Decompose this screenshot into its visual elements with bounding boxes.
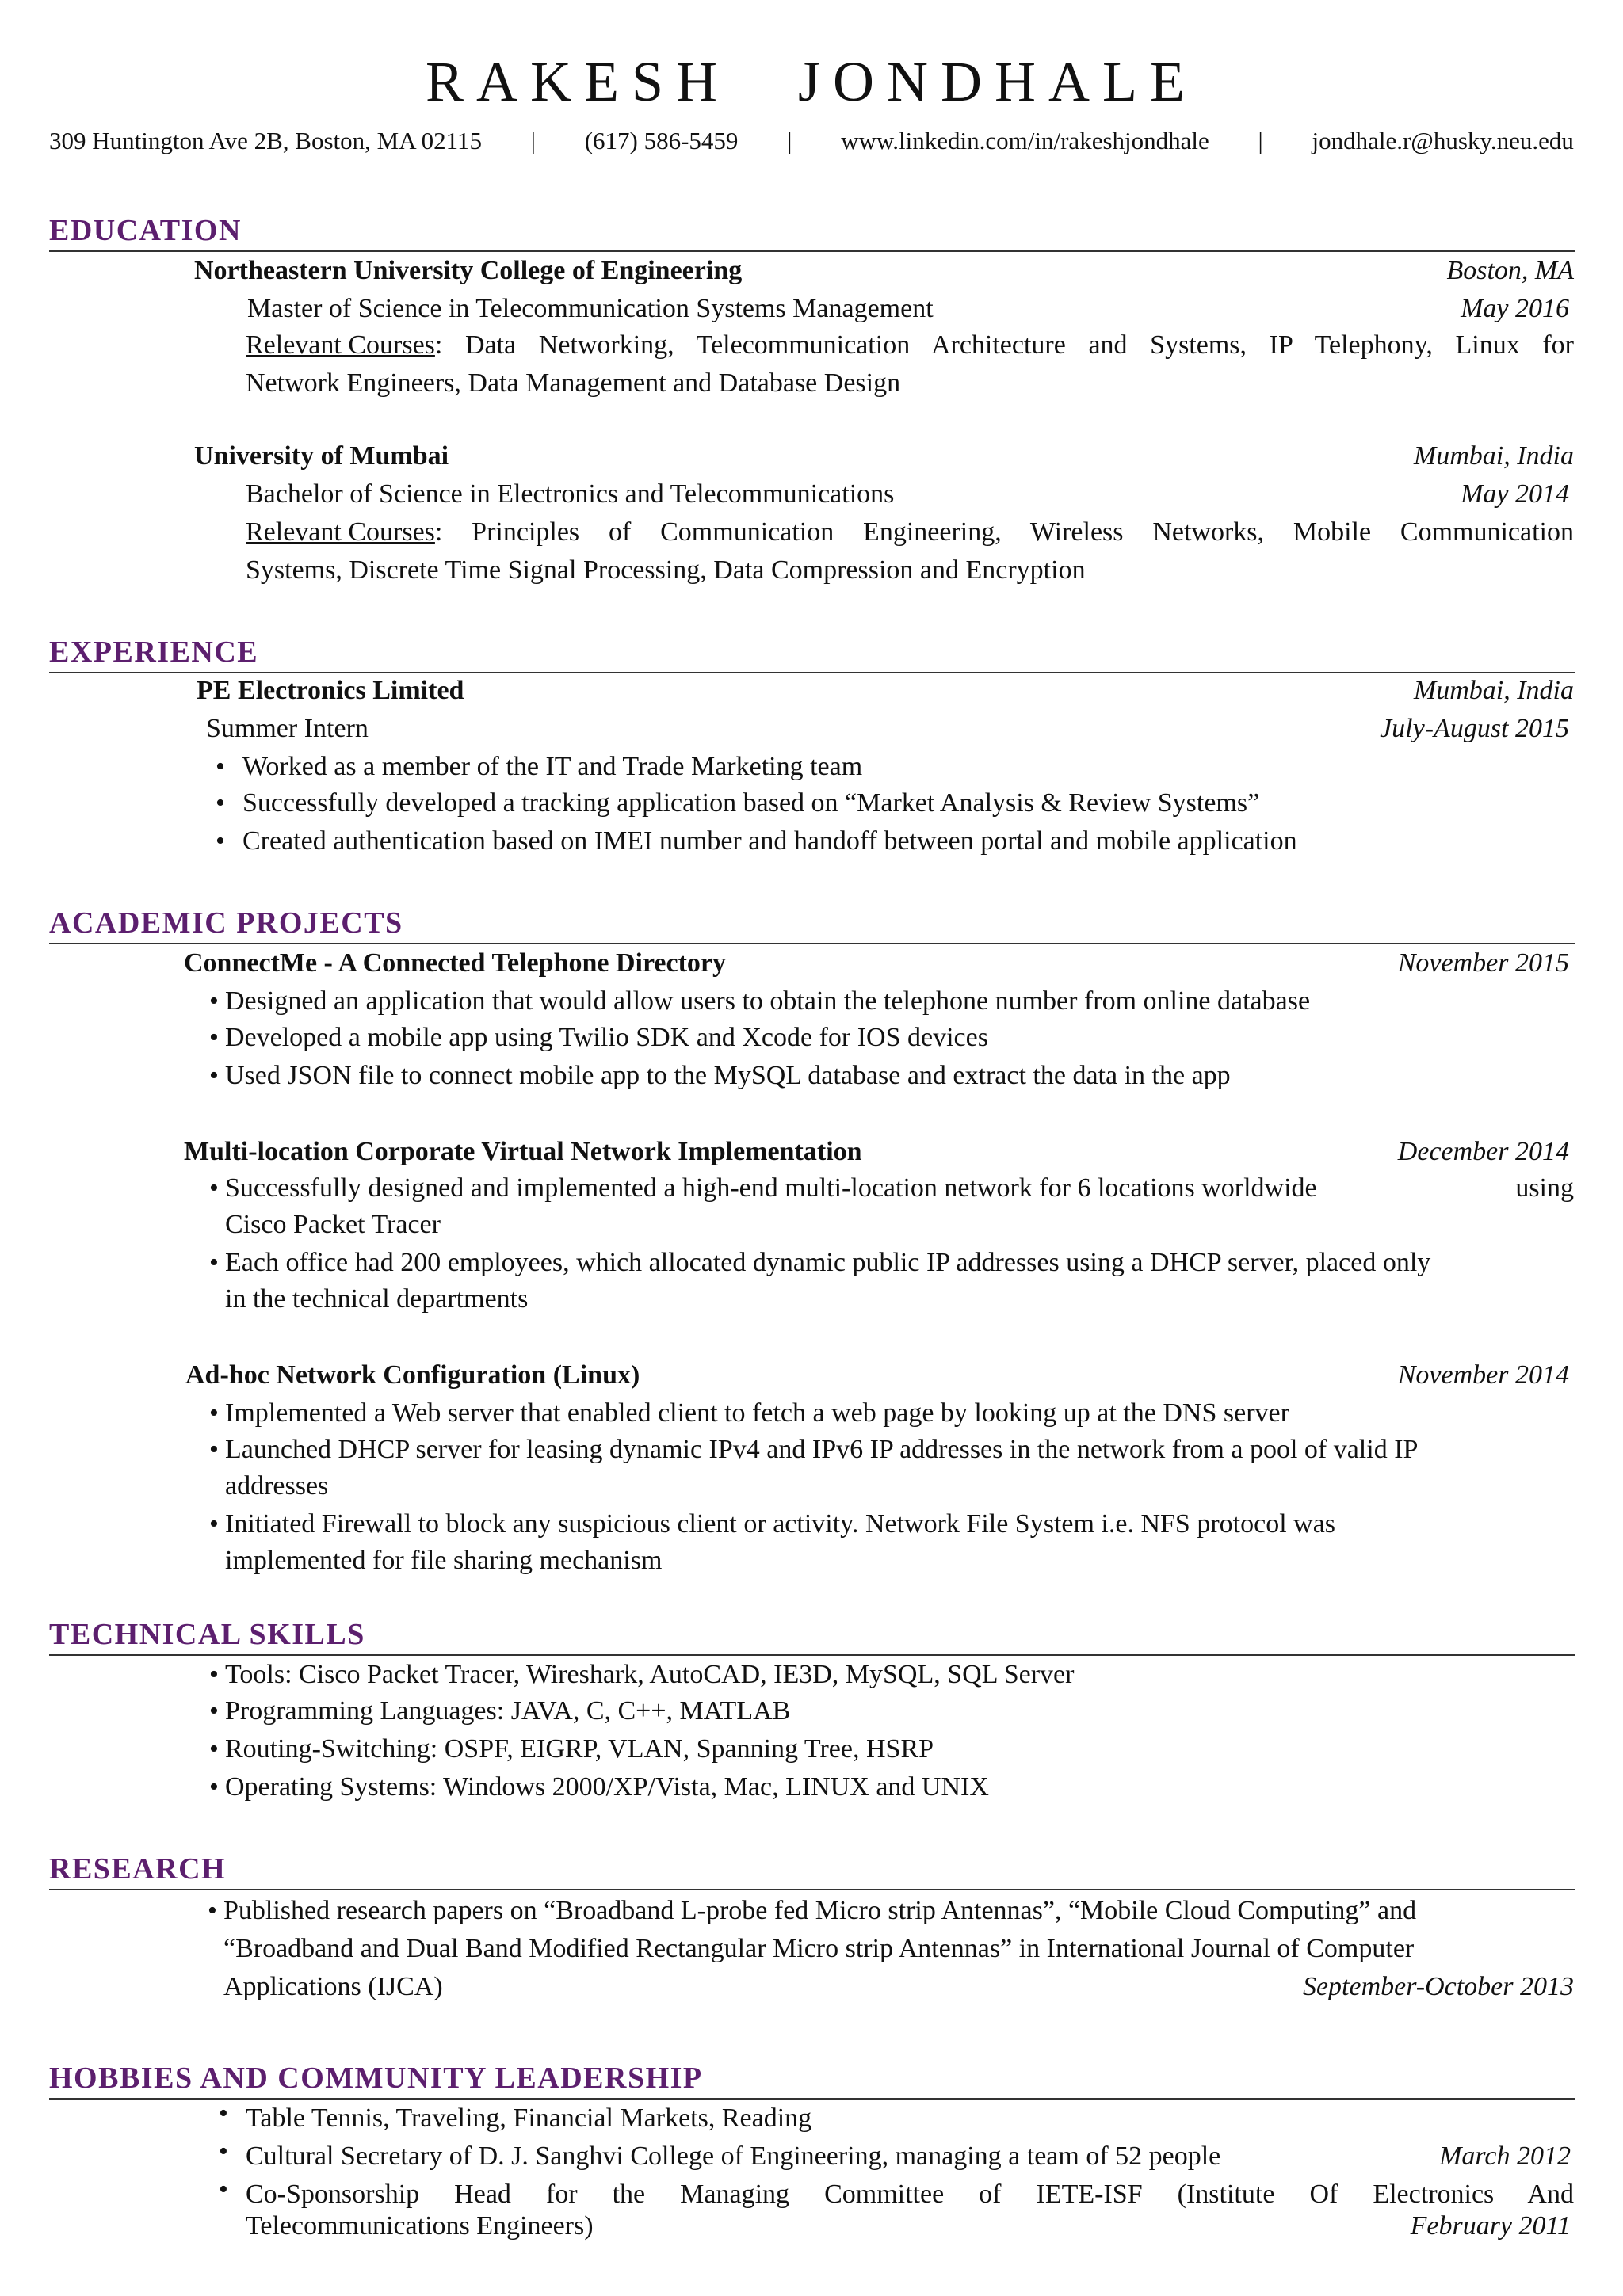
bullet-icon: • bbox=[209, 1248, 219, 1277]
degree-date: May 2014 bbox=[1461, 479, 1569, 509]
degree: Bachelor of Science in Electronics and Telecommunications bbox=[246, 479, 895, 509]
school-location: Mumbai, India bbox=[1413, 441, 1574, 471]
contact-line bbox=[49, 127, 1574, 155]
candidate-name bbox=[0, 49, 1623, 115]
hobbies-heading bbox=[49, 2060, 1575, 2100]
courses-line bbox=[246, 517, 1574, 548]
experience-heading bbox=[49, 634, 1575, 673]
school-location: Boston, MA bbox=[1446, 256, 1574, 285]
list-item: • Implemented a Web server that enabled client to fetch a web page by looking up at the DNS server bbox=[209, 1398, 1289, 1428]
courses-continued: Systems, Discrete Time Signal Processing, Data Compression and Encryption bbox=[246, 555, 1086, 585]
courses-text: : Data Networking, Telecommunication Architecture and Systems, IP Telephony, Linux for bbox=[434, 330, 1574, 360]
bullet-icon: • bbox=[209, 1772, 219, 1802]
company-name: PE Electronics Limited bbox=[197, 676, 464, 705]
bullet-icon: • bbox=[209, 1061, 219, 1090]
project-date: December 2014 bbox=[1397, 1137, 1569, 1166]
separator: | bbox=[787, 127, 792, 154]
project-name: ConnectMe - A Connected Telephone Directory bbox=[184, 948, 727, 978]
email-link[interactable]: jondhale.r@husky.neu.edu bbox=[1312, 127, 1574, 154]
bullet-icon: • bbox=[209, 1509, 219, 1539]
list-item: • Initiated Firewall to block any suspicious client or activity. Network File System i.e. NFS protocol was implemented for file sharing mechanism bbox=[209, 1509, 1336, 1575]
list-item: • Table Tennis, Traveling, Financial Markets, Reading bbox=[219, 2099, 812, 2133]
bullet-icon: • bbox=[216, 752, 225, 781]
hobby-date: March 2012 bbox=[1439, 2142, 1571, 2171]
bullet-icon: • bbox=[209, 1398, 219, 1428]
project-date: November 2014 bbox=[1397, 1360, 1569, 1390]
bullet-icon: • bbox=[209, 986, 219, 1016]
education-heading bbox=[49, 212, 1575, 252]
bullet-icon: • bbox=[209, 1696, 219, 1726]
bullet-icon: • bbox=[209, 1173, 219, 1203]
courses-label: Relevant Courses bbox=[246, 517, 435, 547]
company-location: Mumbai, India bbox=[1413, 676, 1574, 705]
skills-heading bbox=[49, 1616, 1575, 1656]
research-heading bbox=[49, 1851, 1575, 1890]
bullet-icon: • bbox=[219, 2175, 228, 2204]
address: 309 Huntington Ave 2B, Boston, MA 02115 bbox=[49, 127, 482, 154]
list-item: • Used JSON file to connect mobile app to the MySQL database and extract the data in the app bbox=[209, 1061, 1231, 1090]
list-item: • Routing-Switching: OSPF, EIGRP, VLAN, Spanning Tree, HSRP bbox=[209, 1734, 934, 1764]
job-date: July-August 2015 bbox=[1380, 714, 1569, 743]
bullet-icon: • bbox=[219, 2137, 228, 2166]
section-title: EDUCATION bbox=[49, 214, 242, 247]
research-date: September-October 2013 bbox=[1302, 1972, 1574, 2001]
courses-label: Relevant Courses bbox=[246, 330, 435, 360]
section-title: EXPERIENCE bbox=[49, 635, 259, 669]
courses-text: : Principles of Communication Engineering, Wireless Networks, Mobile Communication bbox=[434, 517, 1574, 547]
list-item: • Successfully developed a tracking application based on “Market Analysis & Review Systems” bbox=[216, 788, 1260, 818]
first-name: RAKESH bbox=[425, 50, 731, 113]
separator: | bbox=[530, 127, 536, 154]
linkedin-link[interactable]: www.linkedin.com/in/rakeshjondhale bbox=[841, 127, 1209, 154]
bullet-icon: • bbox=[216, 826, 225, 856]
school-name: Northeastern University College of Engineering bbox=[194, 256, 743, 285]
list-item: • Tools: Cisco Packet Tracer, Wireshark, AutoCAD, IE3D, MySQL, SQL Server bbox=[209, 1660, 1075, 1689]
degree-date: May 2016 bbox=[1461, 294, 1569, 323]
bullet-icon: • bbox=[209, 1435, 219, 1464]
list-item: • Designed an application that would allow users to obtain the telephone number from online database bbox=[209, 986, 1311, 1016]
courses-continued: Network Engineers, Data Management and Database Design bbox=[246, 368, 901, 398]
list-item: • Created authentication based on IMEI number and handoff between portal and mobile application bbox=[216, 826, 1297, 856]
section-title: TECHNICAL SKILLS bbox=[49, 1618, 365, 1651]
section-title: HOBBIES AND COMMUNITY LEADERSHIP bbox=[49, 2061, 703, 2095]
separator: | bbox=[1258, 127, 1263, 154]
section-title: ACADEMIC PROJECTS bbox=[49, 906, 403, 940]
bullet-icon: • bbox=[216, 788, 225, 818]
list-item: • Developed a mobile app using Twilio SDK and Xcode for IOS devices bbox=[209, 1023, 988, 1052]
section-title: RESEARCH bbox=[49, 1852, 227, 1886]
bullet-icon: • bbox=[209, 1023, 219, 1052]
project-date: November 2015 bbox=[1397, 948, 1569, 978]
list-item: • Successfully designed and implemented a high-end multi-location network for 6 locations worldwide using Cisco Packet Tracer bbox=[209, 1173, 1574, 1239]
phone: (617) 586-5459 bbox=[584, 127, 739, 154]
list-item: • Published research papers on “Broadband L-probe fed Micro strip Antennas”, “Mobile Cloud Computing” and “Broadband and Dual Band Modified Rectangular Micro strip Antennas” in International Journal of Computer Applications (IJCA) September-October 2013 bbox=[208, 1896, 1574, 2001]
project-name: Multi-location Corporate Virtual Network Implementation bbox=[184, 1137, 862, 1166]
list-item: • Operating Systems: Windows 2000/XP/Vista, Mac, LINUX and UNIX bbox=[209, 1772, 989, 1802]
hobby-date: February 2011 bbox=[1410, 2211, 1571, 2241]
list-item: • Worked as a member of the IT and Trade Marketing team bbox=[216, 752, 863, 781]
bullet-icon: • bbox=[209, 1734, 219, 1764]
last-name: JONDHALE bbox=[798, 50, 1197, 113]
courses-line bbox=[246, 330, 1574, 361]
degree: Master of Science in Telecommunication Systems Management bbox=[247, 294, 934, 323]
project-name: Ad-hoc Network Configuration (Linux) bbox=[185, 1360, 640, 1390]
list-item: • Co-Sponsorship Head for the Managing Committee of IETE-ISF (Institute Of Electronics And Telecommunications Engineers) February 2011 bbox=[219, 2175, 1574, 2241]
bullet-icon: • bbox=[209, 1660, 219, 1689]
school-name: University of Mumbai bbox=[194, 441, 449, 471]
job-role: Summer Intern bbox=[206, 714, 369, 743]
list-item: • Programming Languages: JAVA, C, C++, MATLAB bbox=[209, 1696, 791, 1726]
list-item: • Cultural Secretary of D. J. Sanghvi College of Engineering, managing a team of 52 people March 2012 bbox=[219, 2137, 1571, 2171]
bullet-icon: • bbox=[219, 2099, 228, 2128]
bullet-icon: • bbox=[208, 1896, 217, 1925]
list-item: • Each office had 200 employees, which allocated dynamic public IP addresses using a DHCP server, placed only in the technical departments bbox=[209, 1248, 1431, 1314]
projects-heading bbox=[49, 905, 1575, 944]
list-item: • Launched DHCP server for leasing dynamic IPv4 and IPv6 IP addresses in the network from a pool of valid IP addresses bbox=[209, 1435, 1419, 1501]
